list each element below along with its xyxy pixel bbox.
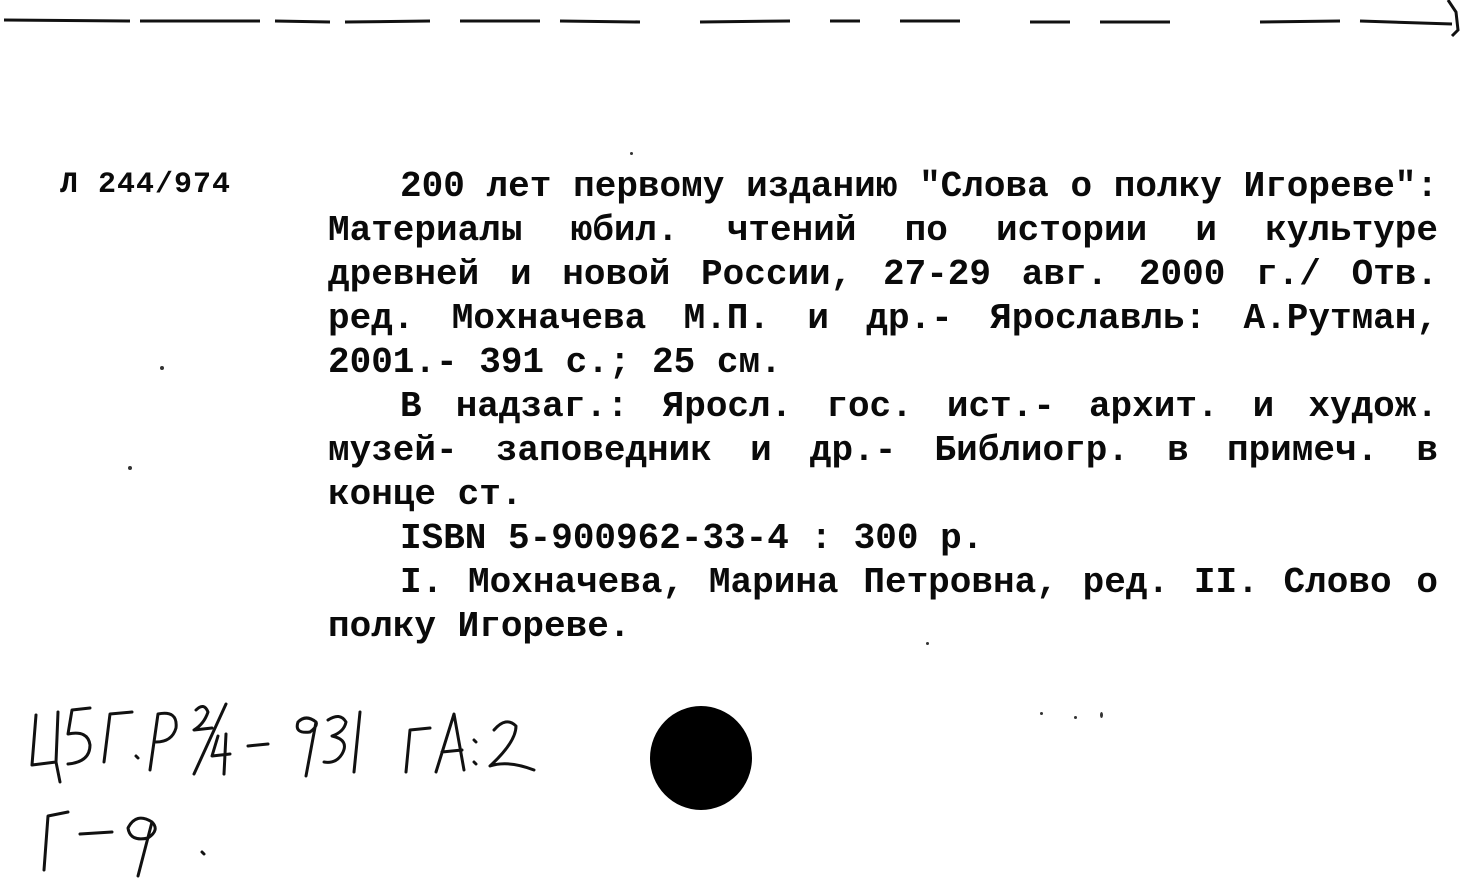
scan-speck (128, 466, 132, 470)
scan-speck (160, 366, 164, 370)
handwritten-classification-note (28, 690, 648, 880)
shelfmark: Л 244/974 (60, 168, 232, 202)
scan-speck (1100, 712, 1103, 718)
main-description: 200 лет первому изданию "Слова о полку Игореве": Материалы юбил. чтений по истории и культуре древней и новой России, 27-29 авг. 2000 г./ Отв. ред. Мохначева М.П. и др.- Ярославль: А.Рутман, 2001.- 391 с.; 25 см. (328, 166, 1438, 383)
scan-speck (1040, 712, 1043, 715)
top-border-rule (0, 0, 1466, 40)
bibliographic-entry (328, 165, 1438, 649)
tracings: I. Мохначева, Марина Петровна, ред. II. Слово о полку Игореве. (328, 562, 1438, 647)
punch-hole (650, 706, 752, 810)
scan-speck (926, 642, 929, 645)
isbn-price: ISBN 5-900962-33-4 : 300 р. (400, 518, 984, 559)
series-note: В надзаг.: Яросл. гос. ист.- архит. и худож. музей- заповедник и др.- Библиогр. в примеч. в конце ст. (328, 386, 1438, 515)
scan-speck (630, 152, 633, 155)
scan-speck (1074, 716, 1077, 719)
